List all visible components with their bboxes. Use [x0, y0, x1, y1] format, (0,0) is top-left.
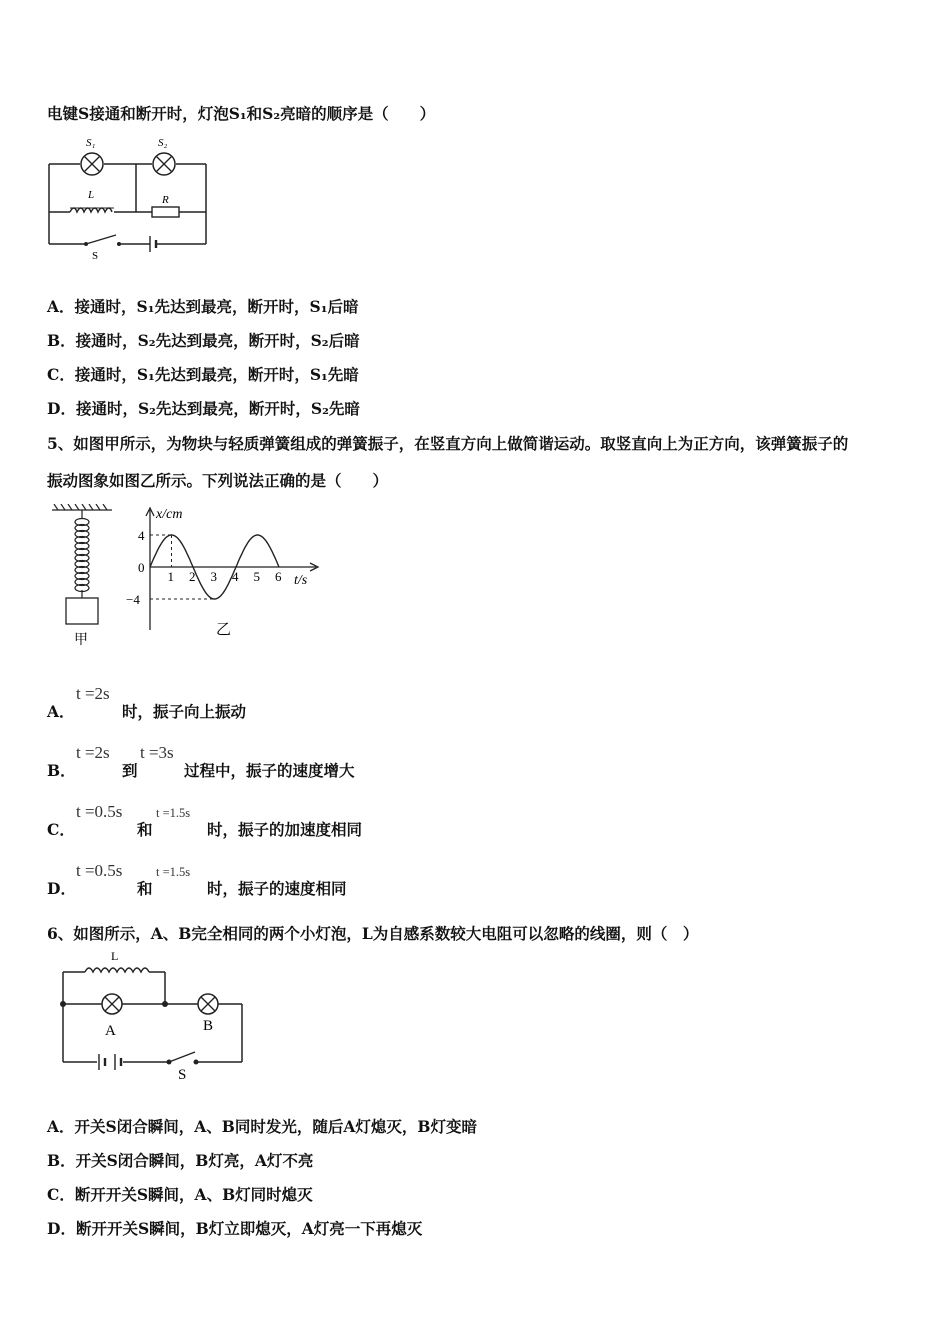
x-tick-label: 4: [232, 569, 239, 584]
inductor-label: L: [88, 189, 95, 201]
q6-option-d: D．断开开关S瞬间，B灯立即熄灭，A灯亮一下再熄灭: [47, 1219, 423, 1238]
vibration-graph: [118, 498, 328, 648]
figure-jia-label: 甲: [74, 633, 88, 648]
lamp-s2-label: S₂: [158, 137, 168, 149]
y-tick-label: 4: [138, 528, 145, 543]
lamp-b-icon: [198, 994, 218, 1014]
q5-option-b-mid: 到: [122, 761, 138, 780]
q6-inductor-icon: [85, 968, 149, 972]
q6-switch-icon: [167, 1052, 199, 1065]
q5-option-b-text: 过程中，振子的速度增大: [184, 761, 355, 780]
q6-switch-label: S: [178, 1067, 187, 1083]
block-icon: [66, 598, 98, 624]
q5-option-a-math: t =2s: [76, 684, 110, 703]
y-axis-label: x/cm: [156, 507, 183, 522]
y-tick-label: 0: [138, 560, 145, 575]
q5-option-a-text: 时，振子向上振动: [122, 702, 247, 721]
q5-option-d-mid: 和: [137, 879, 153, 898]
q4-option-a: A．接通时，S₁先达到最亮，断开时，S₁后暗: [47, 297, 359, 316]
x-tick-label: 5: [253, 569, 260, 584]
q5-option-c-math1: t =0.5s: [76, 802, 123, 821]
spring-icon: [75, 519, 89, 592]
q6-stem: 6、如图所示，A、B完全相同的两个小灯泡，L为自感系数较大电阻可以忽略的线圈，则（ ）: [47, 924, 699, 943]
switch-label: S: [92, 250, 99, 262]
q5-option-c-math2: t =1.5s: [156, 806, 191, 820]
x-tick-label: 6: [275, 569, 282, 584]
q4-option-b: B．接通时，S₂先达到最亮，断开时，S₂后暗: [47, 331, 360, 350]
q5-option-a-label: A．: [47, 702, 75, 721]
q6-option-a: A．开关S闭合瞬间，A、B同时发光，随后A灯熄灭，B灯变暗: [47, 1117, 477, 1136]
battery-icon: [150, 236, 156, 252]
q5-option-d-label: D．: [47, 879, 76, 898]
x-axis-label: t/s: [294, 573, 308, 588]
y-tick-label: −4: [126, 592, 140, 607]
q6-option-c: C．断开开关S瞬间，A、B灯同时熄灭: [47, 1185, 313, 1204]
q6-battery-icon: [99, 1054, 121, 1070]
lamp-a-label: A: [105, 1023, 116, 1039]
q5-stem-line1: 5、如图甲所示，为物块与轻质弹簧组成的弹簧振子，在竖直方向上做简谐运动。取竖直向上为正方向，该弹簧振子的: [47, 434, 849, 453]
switch-icon: [84, 235, 121, 246]
q5-option-d-math1: t =0.5s: [76, 861, 123, 880]
q6-option-b: B．开关S闭合瞬间，B灯亮，A灯不亮: [47, 1151, 314, 1170]
q5-option-c-text: 时，振子的加速度相同: [207, 820, 363, 839]
q5-option-b-math1: t =2s: [76, 743, 110, 762]
lamp-s2-icon: [153, 153, 175, 175]
lamp-s1-icon: [81, 153, 103, 175]
figure-yi-label: 乙: [216, 622, 232, 638]
x-tick-label: 1: [167, 569, 174, 584]
x-tick-label: 2: [189, 569, 196, 584]
q4-option-d: D．接通时，S₂先达到最亮，断开时，S₂先暗: [47, 399, 360, 418]
q4-circuit-diagram: [44, 132, 214, 262]
q6-circuit-diagram: [55, 950, 250, 1085]
q5-option-c-mid: 和: [137, 820, 153, 839]
q5-option-c-label: C．: [47, 820, 75, 839]
lamp-a-icon: [102, 994, 122, 1014]
lamp-b-label: B: [203, 1018, 214, 1034]
inductor-icon: [70, 208, 112, 212]
q4-stem: 电键S接通和断开时，灯泡S₁和S₂亮暗的顺序是（ ）: [47, 104, 436, 123]
x-tick-label: 3: [210, 569, 217, 584]
q4-option-c: C．接通时，S₁先达到最亮，断开时，S₁先暗: [47, 365, 359, 384]
q5-option-d-text: 时，振子的速度相同: [207, 879, 347, 898]
q5-stem-line2: 振动图象如图乙所示。下列说法正确的是（ ）: [47, 471, 389, 490]
resistor-icon: [152, 207, 179, 217]
q6-inductor-label: L: [111, 950, 119, 963]
q5-option-d-math2: t =1.5s: [156, 865, 191, 879]
spring-oscillator-figure: [44, 504, 124, 649]
lamp-s1-label: S₁: [86, 137, 96, 149]
resistor-label: R: [162, 194, 169, 206]
q5-option-b-label: B．: [47, 761, 76, 780]
q5-option-b-math2: t =3s: [140, 743, 174, 762]
